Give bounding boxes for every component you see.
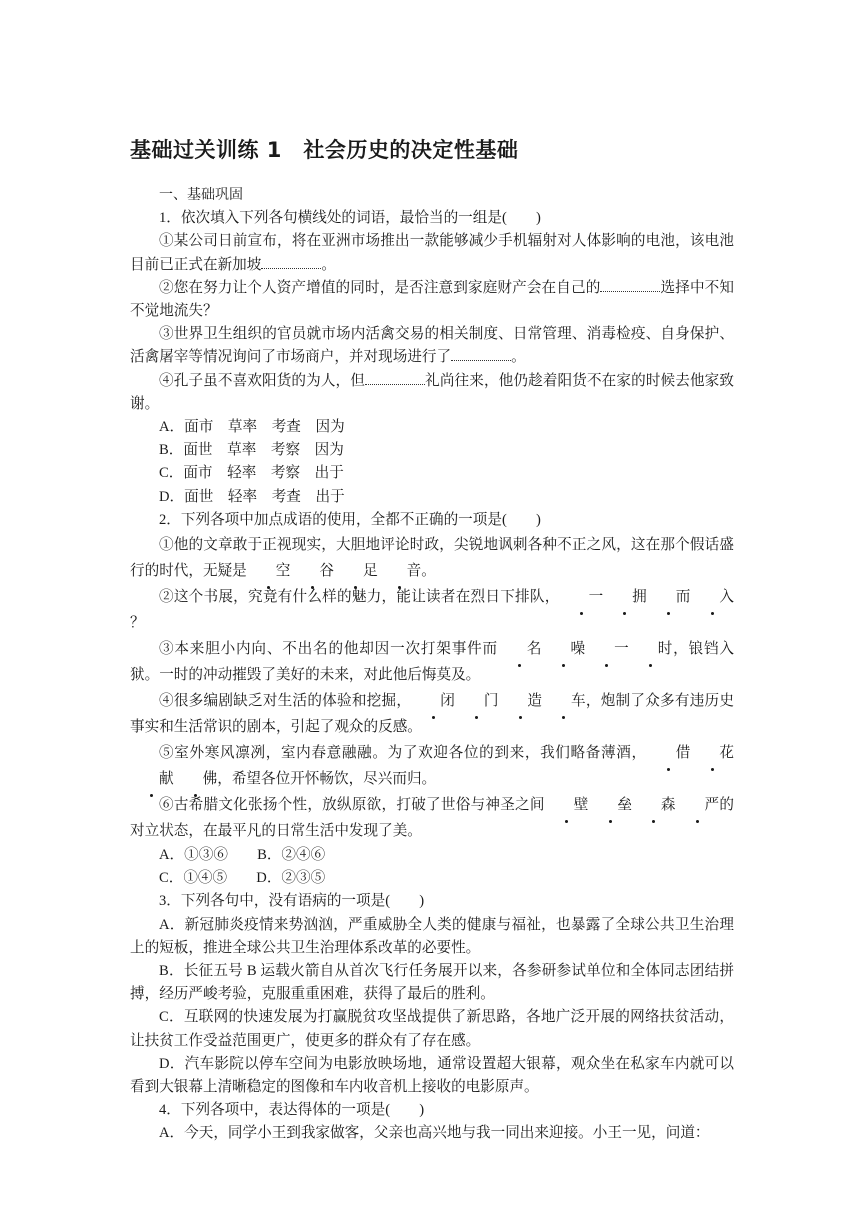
q3-option-a[interactable]: A．新冠肺炎疫情来势汹汹，严重威胁全人类的健康与福祉，也暴露了全球公共卫生治理上的短板，推进全球公共卫生治理体系改革的必要性。	[130, 916, 734, 956]
q1-option-b[interactable]: B．面世 草率 考察 因为	[159, 442, 344, 459]
emphasis-char: 一	[560, 584, 604, 610]
emphasis-char: 献	[130, 766, 174, 792]
q4-option-a[interactable]: A．今天，同学小王到我家做客，父亲也高兴地与我一同出来迎接。小王一见，问道：	[159, 1125, 710, 1142]
fill-blank[interactable]	[600, 277, 660, 292]
q2-options-row-2[interactable]: C．①④⑤ D．②③⑤	[159, 870, 326, 887]
dotted-idiom	[498, 641, 672, 657]
emphasis-char: 空	[247, 558, 291, 584]
emphasis-char: 车	[542, 688, 586, 714]
question-3-stem: 3．下列各句中，没有语病的一项是( )	[159, 893, 425, 910]
dotted-idiom	[247, 563, 421, 579]
emphasis-char: 一	[585, 636, 629, 662]
q1-sentence-1: ①某公司日前宣布，将在亚洲市场推出一款能够减少手机辐射对人体影响的电池，该电池目前已正式在新加坡 。	[130, 233, 734, 273]
emphasis-char: 时	[629, 636, 673, 662]
q2-sentence-2: ②这个书展，究竟有什么样的魅力，能让读者在烈日下排队， 一 拥 而 入？	[130, 584, 734, 636]
emphasis-char: 壁	[545, 792, 589, 818]
emphasis-char: 森	[632, 792, 676, 818]
emphasis-char: 垒	[588, 792, 632, 818]
q2-sentence-5: ⑤室外寒风凛冽，室内春意融融。为了欢迎各位的到来，我们略备薄酒， 借 花献 佛，希望各位开怀畅饮，尽兴而归。	[130, 740, 734, 792]
dotted-idiom	[411, 693, 585, 709]
section-heading: 一、基础巩固	[159, 187, 243, 203]
q2-sentence-6: ⑥古希腊文化张扬个性，放纵原欲，打破了世俗与神圣之间 壁 垒 森 严的对立状态，在最平凡的日常生活中发现了美。	[130, 792, 734, 844]
q2-sentence-4: ④很多编剧缺乏对生活的体验和挖掘， 闭 门 造 车，炮制了众多有违历史事实和生活常识的剧本，引起了观众的反感。	[130, 688, 734, 740]
fill-blank[interactable]	[261, 254, 321, 269]
fill-blank[interactable]	[451, 346, 511, 361]
q1-option-a[interactable]: A．面市 草率 考查 因为	[159, 419, 345, 436]
dotted-idiom	[545, 797, 719, 813]
page-title: 基础过关训练 1 社会历史的决定性基础	[130, 138, 519, 162]
emphasis-char: 入	[690, 584, 734, 610]
emphasis-char: 造	[498, 688, 542, 714]
emphasis-char: 门	[455, 688, 499, 714]
q2-sentence-3: ③本来胆小内向、不出名的他却因一次打架事件而 名 噪 一 时，锒铛入狱。一时的冲动摧毁了美好的未来，对此他后悔莫及。	[130, 636, 734, 688]
q2-sentence-1: ①他的文章敢于正视现实，大胆地评论时政，尖锐地讽刺各种不正之风，这在那个假话盛行的时代，无疑是 空 谷 足 音。	[130, 532, 734, 584]
dotted-idiom	[560, 589, 734, 605]
fill-blank[interactable]	[365, 370, 425, 385]
question-4-stem: 4．下列各项中，表达得体的一项是( )	[159, 1102, 425, 1119]
document-body	[130, 184, 734, 1146]
q1-sentence-2: ②您在努力让个人资产增值的同时，是否注意到家庭财产会在自己的 选择中不知不觉地流失？	[130, 277, 734, 323]
q1-option-d[interactable]: D．面世 轻率 考查 出于	[159, 488, 345, 505]
emphasis-char: 严	[676, 792, 720, 818]
q1-option-c[interactable]: C．面市 轻率 考察 出于	[159, 465, 344, 482]
emphasis-char: 佛	[174, 766, 218, 792]
emphasis-char: 噪	[542, 636, 586, 662]
q3-option-b[interactable]: B．长征五号 B 运载火箭自从首次飞行任务展开以来，各参研参试单位和全体同志团结拼搏，经历严峻考验，克服重重困难，获得了最后的胜利。	[130, 963, 734, 1003]
emphasis-char: 借	[647, 740, 691, 766]
question-1-stem: 1．依次填入下列各句横线处的词语，最恰当的一组是( )	[159, 210, 541, 227]
emphasis-char: 名	[498, 636, 542, 662]
emphasis-char: 闭	[411, 688, 455, 714]
q2-options-row-1[interactable]: A．①③⑥ B．②④⑥	[159, 847, 326, 864]
q1-sentence-4: ④孔子虽不喜欢阳货的为人，但 礼尚往来，他仍趁着阳货不在家的时候去他家致谢。	[130, 370, 734, 416]
emphasis-char: 拥	[603, 584, 647, 610]
q3-option-d[interactable]: D．汽车影院以停车空间为电影放映场地，通常设置超大银幕，观众坐在私家车内就可以看到大银幕上清晰稳定的图像和车内收音机上接收的电影原声。	[130, 1055, 734, 1096]
emphasis-char: 谷	[290, 558, 334, 584]
emphasis-char: 足	[334, 558, 378, 584]
emphasis-char: 花	[690, 740, 734, 766]
emphasis-char: 而	[647, 584, 691, 610]
question-2-stem: 2．下列各项中加点成语的使用，全都不正确的一项是( )	[159, 511, 541, 528]
q3-option-c[interactable]: C．互联网的快速发展为打赢脱贫攻坚战提供了新思路，各地广泛开展的网络扶贫活动，让扶贫工作受益范围更广，使更多的群众有了存在感。	[130, 1009, 734, 1049]
emphasis-char: 音	[378, 558, 422, 584]
q1-sentence-3: ③世界卫生组织的官员就市场内活禽交易的相关制度、日常管理、消毒检疫、自身保护、活禽屠宰等情况询问了市场商户，并对现场进行了 。	[130, 326, 734, 366]
